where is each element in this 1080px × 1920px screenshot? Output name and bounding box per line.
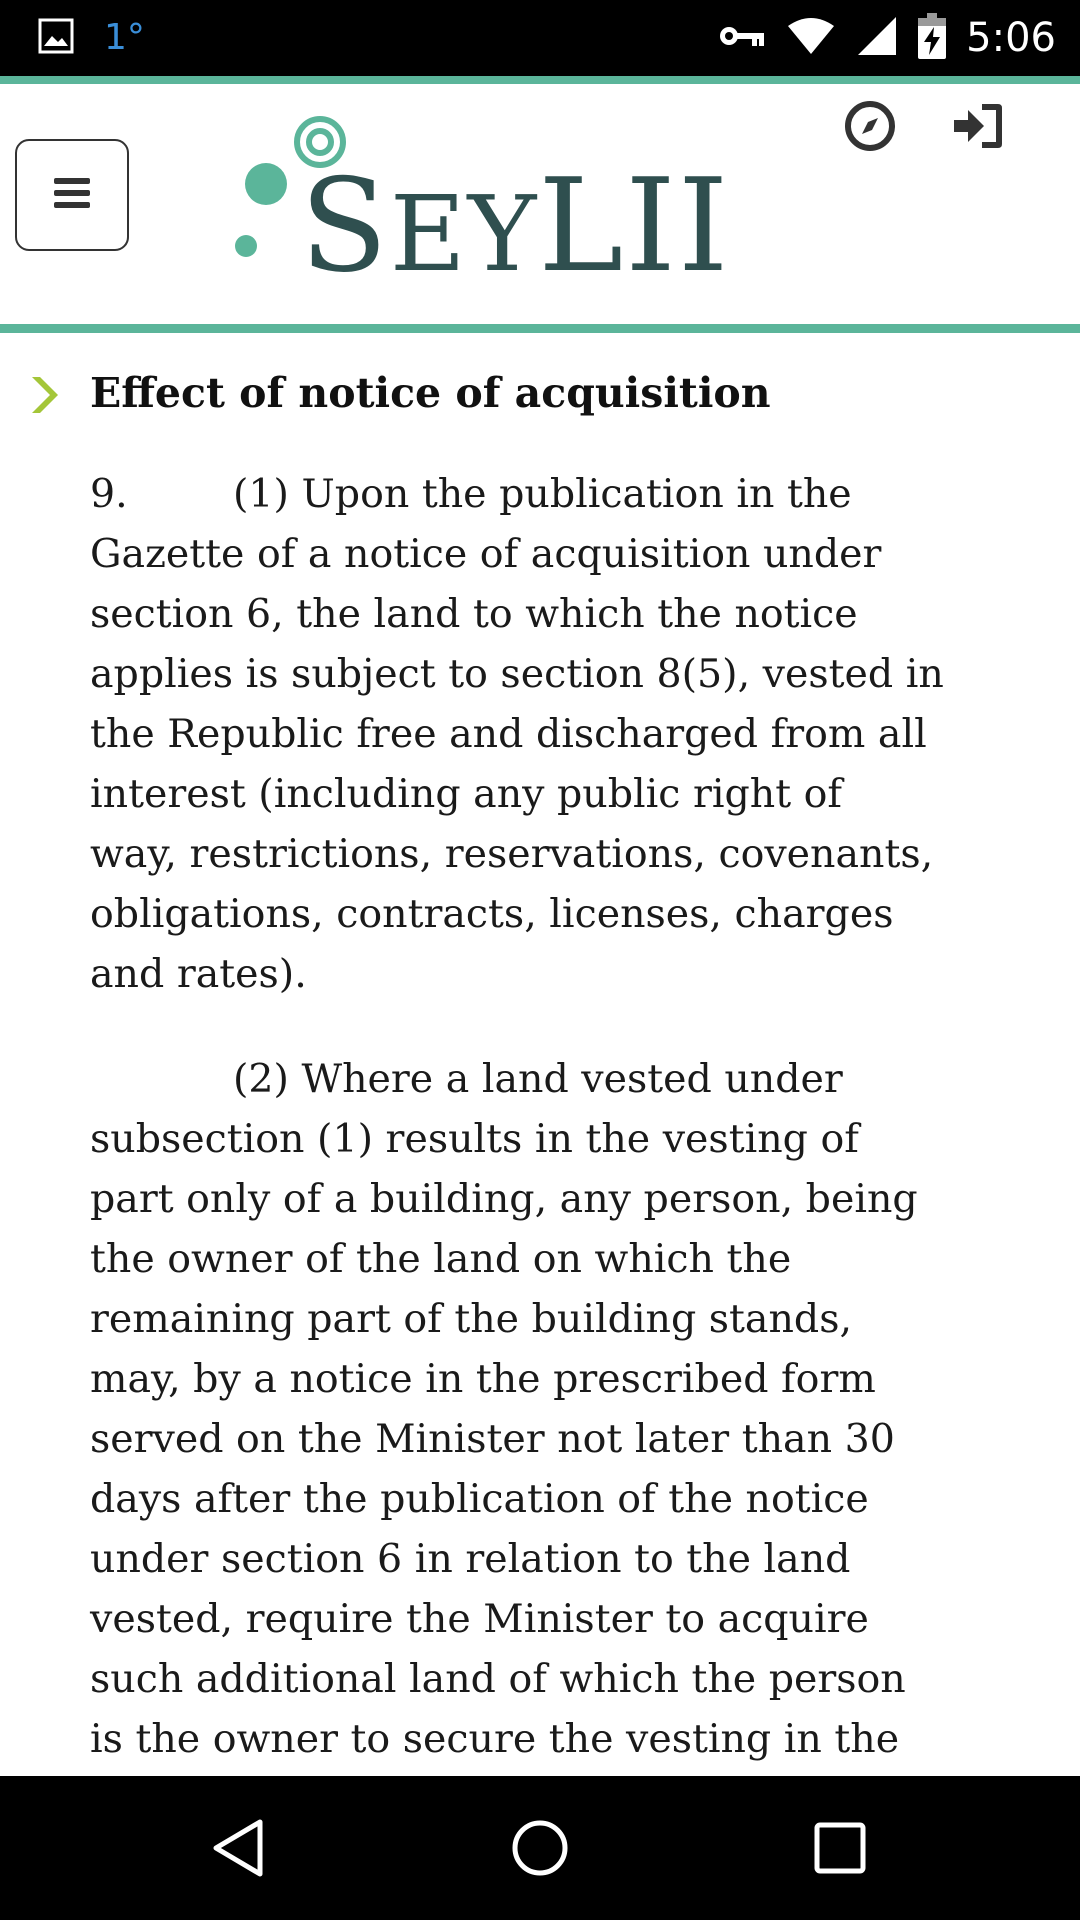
paragraph-1 xyxy=(90,464,1010,1004)
status-left xyxy=(38,18,145,58)
paragraph-line: vested, require the Minister to acquire xyxy=(90,1596,869,1642)
paragraph-line: the Republic free and discharged from all xyxy=(90,711,927,757)
section-number: 9. xyxy=(90,471,128,517)
paragraph-line: section 6, the land to which the notice xyxy=(90,591,858,637)
paragraph-line: served on the Minister not later than 30 xyxy=(90,1416,895,1462)
paragraph-line: Gazette of a notice of acquisition under xyxy=(90,531,882,577)
status-right xyxy=(718,14,1056,62)
section-title: Effect of notice of acquisition xyxy=(90,369,771,417)
paragraph-line: way, restrictions, reservations, covenants, xyxy=(90,831,934,877)
home-button[interactable] xyxy=(508,1816,572,1880)
seylii-logo[interactable] xyxy=(230,98,750,301)
paragraph-line: the owner of the land on which the xyxy=(90,1236,792,1282)
key-icon xyxy=(718,20,766,57)
logo-text: SEYLII xyxy=(300,152,731,301)
recents-button[interactable] xyxy=(808,1816,872,1880)
paragraph-line: subsection (1) results in the vesting of xyxy=(90,1116,859,1162)
paragraph-line: may, by a notice in the prescribed form xyxy=(90,1356,876,1402)
compass-icon xyxy=(842,141,898,158)
back-icon xyxy=(208,1867,272,1884)
paragraph-line: and rates). xyxy=(90,951,307,997)
paragraph-line: remaining part of the building stands, xyxy=(90,1296,853,1342)
paragraph-line: interest (including any public right of xyxy=(90,771,843,817)
site-header xyxy=(0,84,1080,324)
paragraph-line: obligations, contracts, licenses, charges xyxy=(90,891,894,937)
battery-charging-icon xyxy=(918,13,946,64)
back-button[interactable] xyxy=(208,1816,272,1880)
status-bar xyxy=(0,0,1080,76)
temperature-text: 1° xyxy=(104,17,145,58)
menu-button[interactable] xyxy=(15,139,129,251)
recents-icon xyxy=(808,1867,872,1884)
section-heading[interactable] xyxy=(28,363,1028,423)
paragraph-line: 9. (1) Upon the publication in the xyxy=(90,464,1010,524)
paragraph-2 xyxy=(90,1049,1010,1769)
paragraph-line: such additional land of which the person xyxy=(90,1656,906,1702)
chevron-right-icon xyxy=(28,373,62,417)
system-nav-bar xyxy=(0,1776,1080,1920)
cell-signal-icon xyxy=(856,15,898,62)
clock-text: 5:06 xyxy=(966,15,1056,61)
wifi-icon xyxy=(786,16,836,61)
menu-icon xyxy=(52,176,92,215)
compass-button[interactable] xyxy=(842,98,898,154)
sign-in-icon xyxy=(950,141,1006,158)
image-icon xyxy=(38,18,74,59)
header-top-border xyxy=(0,76,1080,84)
article-content xyxy=(0,333,1080,1776)
paragraph-line: applies is subject to section 8(5), vested in xyxy=(90,651,944,697)
header-bottom-border xyxy=(0,324,1080,333)
paragraph-line: (2) Where a land vested under xyxy=(233,1056,843,1102)
home-icon xyxy=(508,1867,572,1884)
paragraph-line: is the owner to secure the vesting in the xyxy=(90,1716,900,1762)
paragraph-line: under section 6 in relation to the land xyxy=(90,1536,851,1582)
paragraph-line: days after the publication of the notice xyxy=(90,1476,869,1522)
sign-in-button[interactable] xyxy=(950,98,1006,154)
paragraph-line: part only of a building, any person, being xyxy=(90,1176,918,1222)
